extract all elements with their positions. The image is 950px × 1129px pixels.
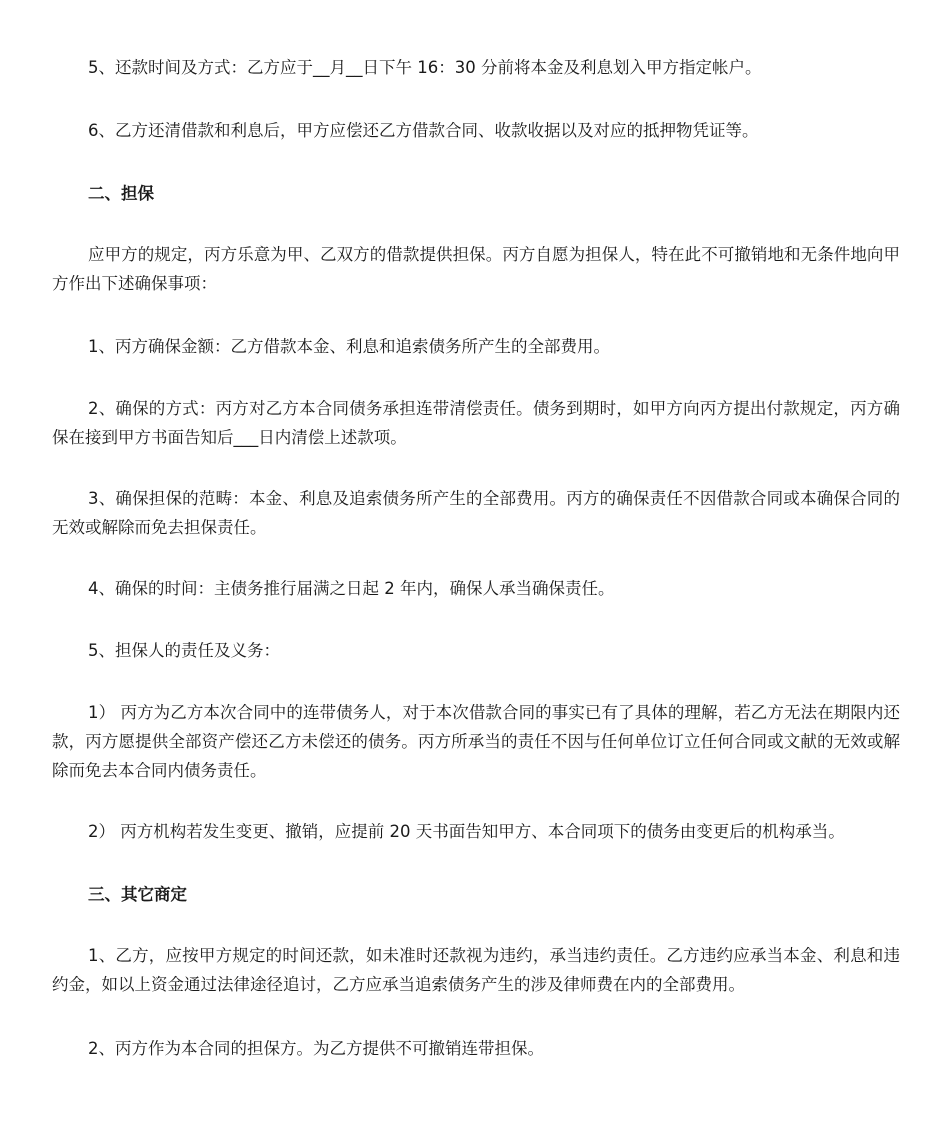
guarantee-item-5-2: 2） 丙方机构若发生变更、撤销，应提前 20 天书面告知甲方、本合同项下的债务由变更后的机构承当。 [88, 822, 845, 841]
guarantee-item-3: 3、确保担保的范畴：本金、利息及追索债务所产生的全部费用。丙方的确保责任不因借款合同或本确保合同的无效或解除而免去担保责任。 [52, 489, 900, 537]
clause-repayment-time: 5、还款时间及方式：乙方应于__月__日下午 16：30 分前将本金及利息划入甲方指定帐户。 [88, 58, 762, 77]
guarantee-intro: 应甲方的规定，丙方乐意为甲、乙双方的借款提供担保。丙方自愿为担保人，特在此不可撤销地和无条件地向甲方作出下述确保事项： [52, 245, 900, 293]
other-item-1: 1、乙方，应按甲方规定的时间还款，如未准时还款视为违约，承当违约责任。乙方违约应承当本金、利息和违约金，如以上资金通过法律途径追讨，乙方应承当追索债务产生的涉及律师费在内的全部费用。 [52, 946, 900, 994]
other-item-2: 2、丙方作为本合同的担保方。为乙方提供不可撤销连带担保。 [88, 1039, 544, 1058]
guarantee-item-4: 4、确保的时间：主债务推行届满之日起 2 年内，确保人承当确保责任。 [88, 579, 615, 598]
guarantee-item-2: 2、确保的方式：丙方对乙方本合同债务承担连带清偿责任。债务到期时，如甲方向丙方提出付款规定，丙方确保在接到甲方书面告知后___日内清偿上述款项。 [52, 399, 900, 447]
clause-return-documents: 6、乙方还清借款和利息后，甲方应偿还乙方借款合同、收款收据以及对应的抵押物凭证等。 [88, 121, 759, 140]
section-heading-other: 三、其它商定 [88, 885, 187, 904]
section-heading-guarantee: 二、担保 [88, 184, 154, 203]
guarantee-item-1: 1、丙方确保金额：乙方借款本金、利息和追索债务所产生的全部费用。 [88, 337, 610, 356]
guarantee-item-5: 5、担保人的责任及义务： [88, 641, 280, 660]
guarantee-item-5-1: 1） 丙方为乙方本次合同中的连带债务人，对于本次借款合同的事实已有了具体的理解，若乙方无法在期限内还款，丙方愿提供全部资产偿还乙方未偿还的债务。丙方所承当的责任不因与任何单位订立任何合同或文献的无效或解除而免去本合同内债务责任。 [52, 703, 900, 780]
